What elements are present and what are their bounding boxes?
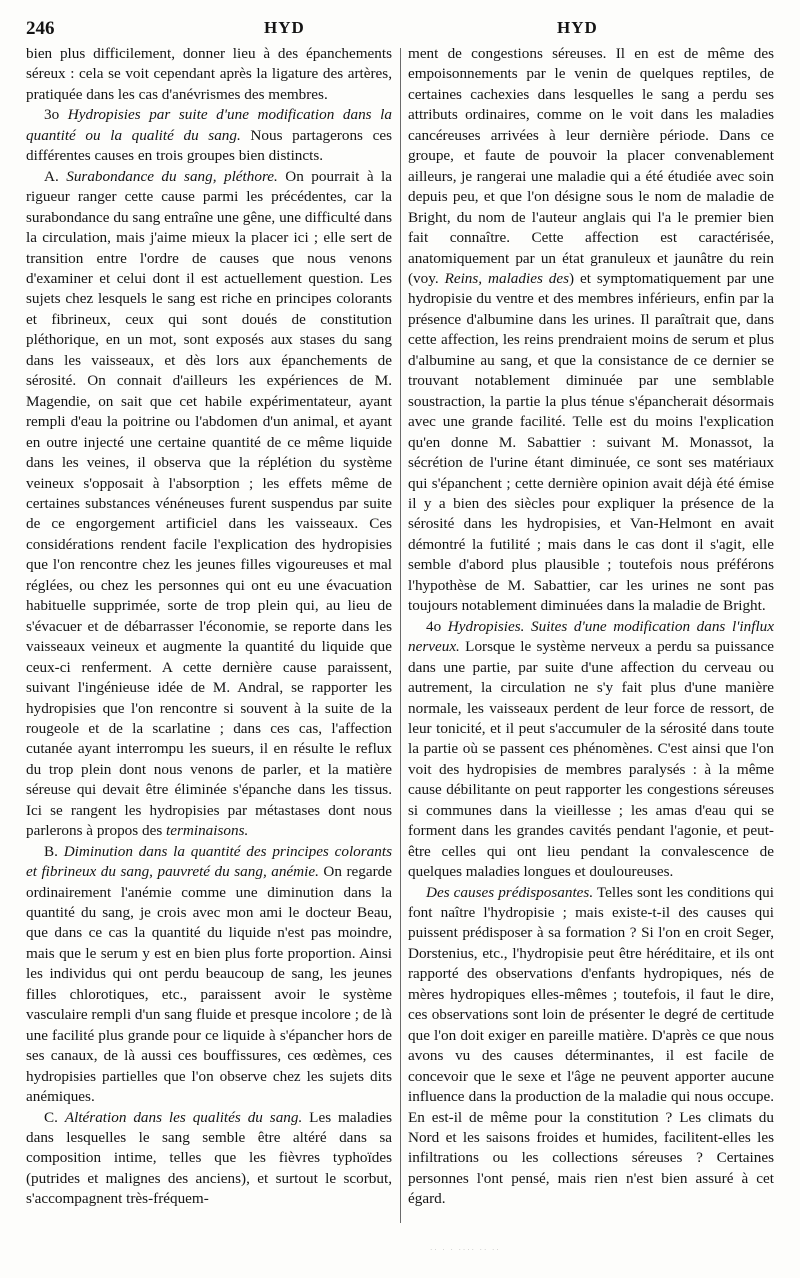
section-heading: Hydropisies. Suites d'une modification dans l'influx nerveux.: [408, 617, 774, 656]
paragraph-bright: [408, 44, 774, 617]
terminaisons-reference: terminaisons.: [166, 822, 249, 840]
subsection-heading: Surabondance du sang, pléthore.: [66, 167, 278, 185]
running-head-left: HYD: [264, 18, 305, 37]
subsection-heading: Diminution dans la quantité des principes colorants et fibrineux du sang, pauvreté du sang, anémie.: [26, 842, 392, 881]
page-header: [26, 18, 774, 42]
column-divider: [400, 48, 401, 1223]
paragraph-text: ment de congestions séreuses. Il en est de même des empoisonnements par le venin de quelques reptiles, de certaines cachexies dans lesquelles le sang a perdu ses attributs ordinaires, comme on le voit dans les maladies cancéreuses arrivées à leur dernière période. Dans ce groupe, et faute de pouvoir la placer convenablement ailleurs, je rangerai une maladie qui a été étudiée avec soin depuis peu, et que l'on désigne sous le nom de maladie de Bright, du nom de l'auteur anglais qui l'a le premier bien fait connaître. Cette affection est caractérisée, anatomiquement par un état granuleux et jaunâtre du rein (voy.: [408, 45, 774, 287]
subsection-text: On pourrait à la rigueur ranger cette cause parmi les précédentes, car la surabondance du sang entraîne une gêne, une difficulté dans la circulation, mais j'aime mieux la placer ici ; elle sert de transition entre l'ordre de causes que nous venons d'examiner et celui dont il est actuellement question. Les sujets chez lesquels le sang est riche en principes colorants et fibrineux, ceux qui sont doués de constitution pléthorique, en un mot, sont exposés aux stases du sang dans les vaisseaux, et dès lors aux épanchements de sérosité. On connait d'ailleurs les expériences de M. Magendie, on sait que cet habile expérimentateur, ayant rempli d'eau la poitrine ou l'abdomen d'un animal, et ayant en outre injecté une certaine quantité de ce même liquide dans les veines, il observa que la réplétion du système veineux s'opposait à l'absorption ; les effets même de certaines substances vénéneuses furent suspendus par suite de ce engorgement artificiel dans les vaisseaux. Ces considérations rendent facile l'explication des hydropisies que l'on rencontre chez les jeunes filles vigoureuses et mal réglées, ou chez les personnes qui ont eu une évacuation habituelle supprimée, sorte de trop plein qui, au lieu de s'évacuer et de débarrasser l'économie, se reporte dans les vaisseaux veineux et augmente la quantité du liquide que ceux-ci renferment. A cette dernière cause paraissent, suivant l'ingénieuse idée de M. Andral, se rapporter les hydropisies que l'on rencontre si souvent à la suite de la rougeole et de la scarlatine ; dans ces cas, l'affection cutanée ayant interrompu les sueurs, il en résulte le reflux du trop plein dont nous venons de parler, et la matière séreuse qui devait être éliminée s'épanche dans les tissus. Ici se rangent les hydropisies par métastases dont nous parlerons à propos des: [26, 167, 392, 840]
paragraph-text: ) et symptomatiquement par une hydropisie du ventre et des membres inférieurs, enfin par la présence d'albumine dans les urines. Il paraîtrait que, dans cette affection, les reins prendraient moins de serum et plus d'albumine au sang, et que la consistance de ce dernier se trouvant notablement diminuée par une semblable soustraction, la partie la plus ténue s'épancherait désormais avec une grande facilité. Telle est du moins l'explication qu'en donne M. Sabattier : suivant M. Monassot, la sécrétion de l'urine étant diminuée, ce sont ses matériaux qui s'épanchent ; cette dernière opinion avait déjà été émise il y a bien des siècles pour expliquer la présence de la sérosité dans les hydropisies, et Van-Helmont en avait démontré la futilité ; mais dans le cas dont il s'agit, elle semble d'abord plus plausible ; toutefois nous préférons l'hypothèse de M. Sabattier, car les urines ne sont pas toujours notablement diminuées dans la maladie de Bright.: [408, 269, 775, 615]
paragraph-causes-predisposantes: [408, 883, 774, 1210]
paragraph-section-3: [26, 105, 392, 166]
subsection-letter: C.: [44, 1108, 65, 1126]
paragraph-section-4: [408, 617, 774, 883]
paragraph-anevrismes: bien plus difficilement, donner lieu à des épanchements séreux : cela se voit cependant après la ligature des artères, pratiquée dans les cas d'anévrismes des membres.: [26, 45, 392, 103]
subsection-letter: A.: [44, 167, 67, 185]
right-column: [408, 44, 774, 1210]
footer-smudge: ·· · · ···· ·· ··: [430, 1246, 501, 1254]
section-text: Telles sont les conditions qui font naître l'hydropisie ; mais existe-t-il des causes qui puissent prédisposer à sa formation ? Si l'on en croit Seger, Dorstenius, etc., l'hydropisie peut être héréditaire, et ils ont rapporté des observations d'enfants hydropiques, nés de mères hydropiques elles-mêmes ; toutefois, il faut le dire, ces observations sont loin de présenter le degré de certitude que l'on doit exiger en pareille matière. D'après ce que nous avons vu des causes déterminantes, il est facile de concevoir que le sexe et l'âge ne peuvent apporter aucune influence dans la production de la maladie qui nous occupe. En est-il de même pour la constitution ? Les climats du Nord et les saisons froides et humides, facilitent-elles les infiltrations ou les collections séreuses ? Certaines personnes l'ont pensé, mais rien n'est bien assuré à cet égard.: [408, 883, 774, 1208]
cross-reference: Reins, maladies des: [444, 269, 570, 287]
subsection-heading: Altération dans les qualités du sang.: [64, 1108, 303, 1126]
paragraph-alteration: [26, 1108, 392, 1210]
section-text: Lorsque le système nerveux a perdu sa puissance dans une partie, par suite d'une affection du cerveau ou autrement, la circulation ne s'y fait plus d'une manière normale, les vaisseaux perdent de leur force de ressort, de leur tonicité, et il peut s'accumuler de la sérosité dans toute la partie où se passent ces phénomènes. C'est ainsi que l'on voit des hydropisies de membres paralysés : à la même cause débilitante on peut rapporter les congestions séreuses si communes dans la vieillesse ; les amas d'eau qui se forment dans les grandes cavités pendant l'agonie, et peut-être celles qui ont lieu pendant la convalescence de quelques maladies longues et douloureuses.: [408, 638, 774, 881]
subsection-text: Les maladies dans lesquelles le sang semble être altéré dans sa composition intime, telles que les fièvres typhoïdes (putrides et malignes des anciens), et surtout le scorbut, s'accompagnent très-fréquem-: [26, 1108, 392, 1208]
section-heading: Des causes prédisposantes.: [426, 883, 594, 901]
page-number: 246: [26, 18, 55, 39]
paragraph-anemie: [26, 842, 392, 1108]
section-number: 3o: [44, 106, 68, 124]
running-head-right: HYD: [557, 18, 598, 37]
subsection-text: On regarde ordinairement l'anémie comme une diminution dans la quantité du sang, je crois avec mon ami le docteur Beau, que dans ce cas la quantité du liquide n'est pas moindre, mais que le serum y est en bien plus forte proportion. Ainsi les individus qui ont perdu beaucoup de sang, les jeunes filles chlorotiques, etc., paraissent avoir le système vasculaire rempli d'un sang fluide et presque incolore ; de là une facilité plus grande pour ce liquide à s'épancher hors de ses canaux, de là aussi ces bouffissures, ces œdèmes, ces hydropisies partielles que l'on observe chez les sujets dits anémiques.: [26, 863, 393, 1106]
subsection-letter: B.: [44, 842, 64, 860]
section-text: Nous partagerons ces différentes causes en trois groupes bien distincts.: [26, 126, 392, 165]
section-heading: Hydropisies par suite d'une modification dans la quantité ou la qualité du sang.: [26, 106, 393, 144]
left-column: [26, 44, 392, 1210]
paragraph-plethore: [26, 167, 392, 842]
section-number: 4o: [426, 617, 448, 635]
